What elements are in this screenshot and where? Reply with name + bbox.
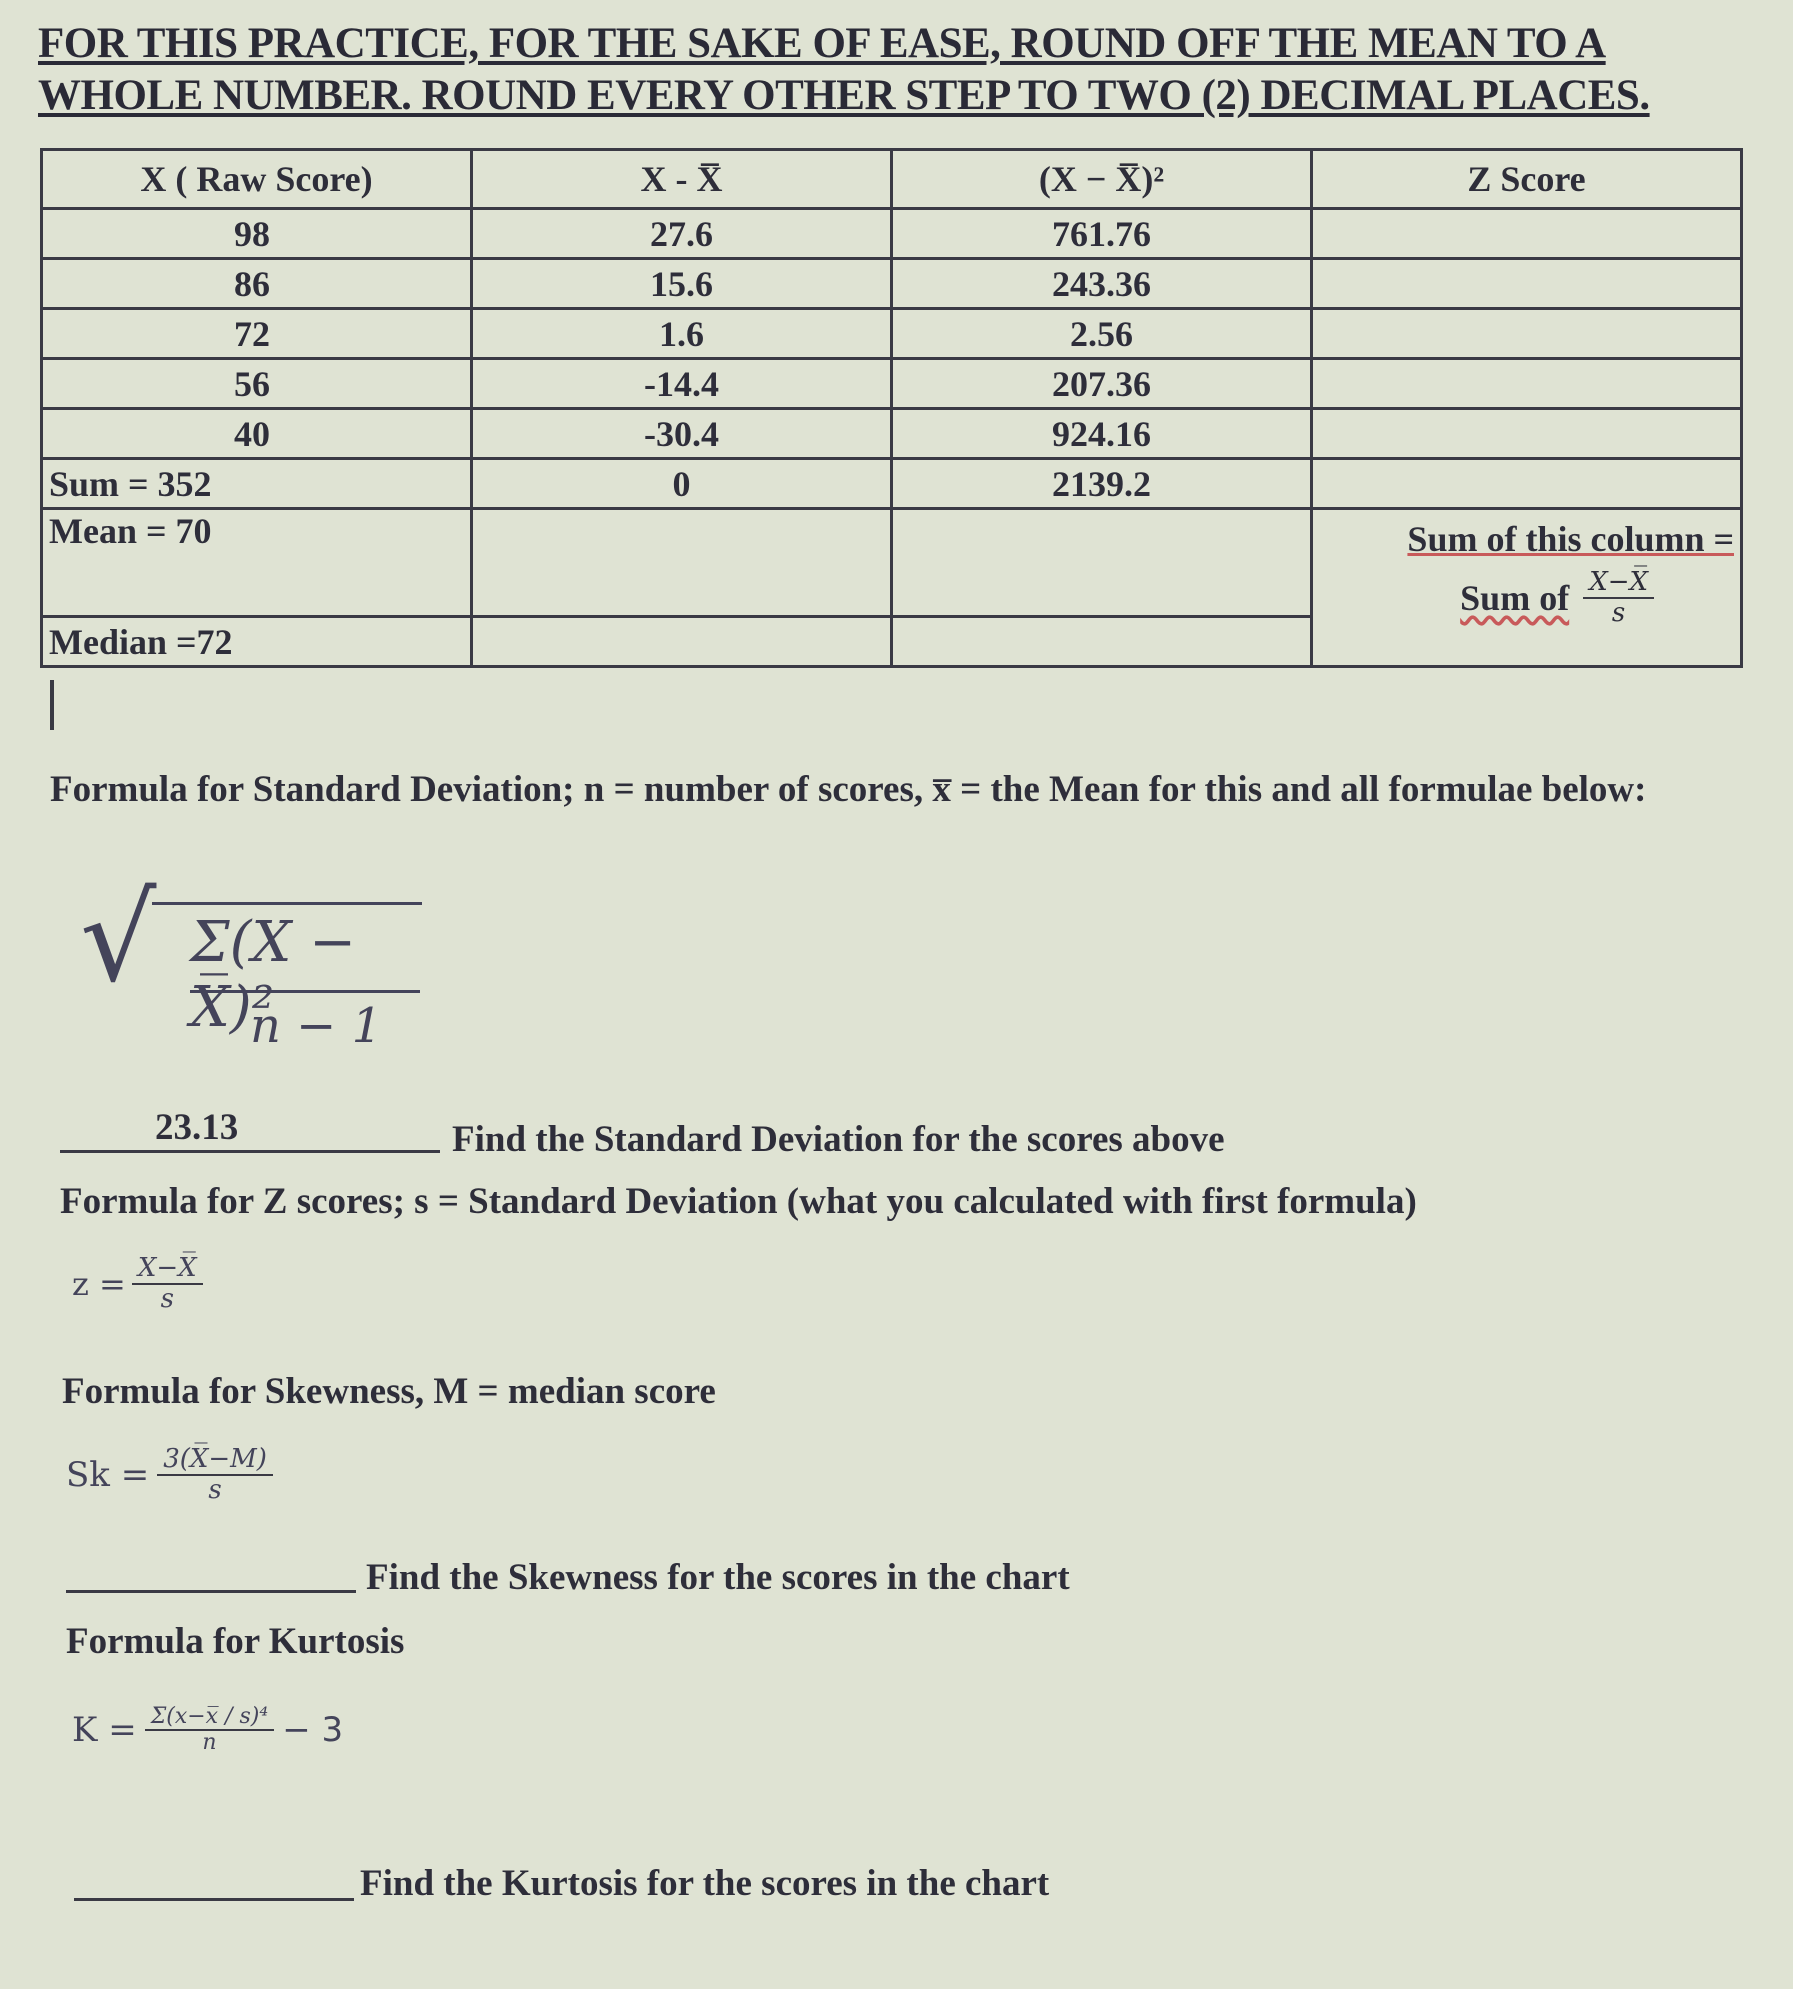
z-sum-fraction-numerator: X−X̅ (1583, 568, 1654, 599)
sum-label: Sum = 352 (42, 459, 472, 509)
squared-deviation-cell: 924.16 (892, 409, 1312, 459)
deviation-cell: -14.4 (472, 359, 892, 409)
table-row (42, 259, 1742, 309)
raw-score-cell: 72 (42, 309, 472, 359)
kurtosis-answer-blank[interactable] (74, 1898, 354, 1901)
z-sum-label: Sum of this column = (1407, 519, 1734, 559)
median-label: Median =72 (42, 617, 472, 667)
sum-squared-deviation: 2139.2 (892, 459, 1312, 509)
kurtosis-formula (72, 1705, 343, 1755)
sd-denominator: n − 1 (250, 998, 383, 1054)
kurtosis-formula-lhs: K = (72, 1710, 137, 1751)
raw-score-cell: 56 (42, 359, 472, 409)
z-score-cell[interactable] (1312, 309, 1742, 359)
worksheet-heading: FOR THIS PRACTICE, FOR THE SAKE OF EASE, ROUND OFF THE MEAN TO A WHOLE NUMBER. ROUND EVERY OTHER STEP TO TWO (2) DECIMAL PLACES. (38, 20, 1650, 119)
deviation-cell: -30.4 (472, 409, 892, 459)
kurtosis-formula-tail: − 3 (282, 1710, 344, 1751)
kurtosis-formula-denominator: n (202, 1730, 217, 1756)
sd-numerator: Σ(X − X̅)² (190, 910, 357, 1040)
sd-formula-title: Formula for Standard Deviation; n = number of scores, x̅ = the Mean for this and all formulae below: (50, 769, 1647, 810)
z-sum-fraction-denominator: s (1611, 597, 1626, 628)
margin-rule (50, 680, 54, 730)
z-formula-lhs: z = (72, 1264, 126, 1303)
sum-deviation: 0 (472, 459, 892, 509)
mean-row (42, 509, 1742, 617)
z-score-cell[interactable] (1312, 359, 1742, 409)
radical-sign-icon: √ (80, 870, 157, 1009)
sd-fraction-bar (190, 990, 420, 993)
header-deviation: X - X̅ (472, 150, 892, 209)
z-sum-of-line (1460, 568, 1654, 627)
header-z-score: Z Score (1312, 150, 1742, 209)
median-empty-dev (472, 617, 892, 667)
squared-deviation-cell: 761.76 (892, 209, 1312, 259)
kurtosis-answer-label: Find the Kurtosis for the scores in the chart (360, 1863, 1050, 1904)
mean-empty-sq (892, 509, 1312, 617)
squared-deviation-cell: 207.36 (892, 359, 1312, 409)
header-raw-score: X ( Raw Score) (42, 150, 472, 209)
skew-formula (66, 1445, 273, 1504)
skew-answer-blank[interactable] (66, 1590, 356, 1593)
table-row (42, 209, 1742, 259)
z-formula-numerator: X−X̅ (132, 1254, 203, 1285)
sum-z-empty (1312, 459, 1742, 509)
skew-formula-numerator: 3(X̅−M) (157, 1445, 273, 1476)
sd-answer-blank[interactable] (60, 1150, 440, 1153)
table-row (42, 309, 1742, 359)
skew-formula-title: Formula for Skewness, M = median score (62, 1371, 716, 1412)
skew-answer-label: Find the Skewness for the scores in the chart (366, 1557, 1070, 1598)
squared-deviation-cell: 2.56 (892, 309, 1312, 359)
kurtosis-formula-title: Formula for Kurtosis (66, 1621, 405, 1662)
table-row (42, 409, 1742, 459)
z-score-cell[interactable] (1312, 409, 1742, 459)
mean-label: Mean = 70 (42, 509, 472, 617)
raw-score-cell: 86 (42, 259, 472, 309)
table-row (42, 359, 1742, 409)
mean-empty-dev (472, 509, 892, 617)
squared-deviation-cell: 243.36 (892, 259, 1312, 309)
skew-formula-fraction (157, 1445, 273, 1504)
deviation-cell: 15.6 (472, 259, 892, 309)
z-score-cell[interactable] (1312, 259, 1742, 309)
score-table (40, 148, 1743, 668)
skew-formula-denominator: s (208, 1474, 222, 1505)
radical-bar (152, 902, 422, 905)
raw-score-cell: 98 (42, 209, 472, 259)
deviation-cell: 27.6 (472, 209, 892, 259)
kurtosis-formula-fraction (145, 1705, 274, 1755)
sd-answer-value: 23.13 (155, 1107, 239, 1148)
deviation-cell: 1.6 (472, 309, 892, 359)
skew-formula-lhs: Sk = (66, 1454, 150, 1495)
table-header-row (42, 150, 1742, 209)
sd-formula (80, 870, 420, 1080)
z-formula-title: Formula for Z scores; s = Standard Deviation (what you calculated with first formula) (60, 1181, 1417, 1222)
z-sum-fraction (1583, 568, 1654, 627)
z-formula (72, 1254, 203, 1313)
z-sum-cell (1312, 509, 1742, 667)
sd-answer-label: Find the Standard Deviation for the scores above (452, 1119, 1225, 1160)
z-formula-fraction (132, 1254, 203, 1313)
sum-row (42, 459, 1742, 509)
z-formula-denominator: s (160, 1283, 174, 1314)
z-sum-of-label: Sum of (1460, 577, 1570, 618)
median-empty-sq (892, 617, 1312, 667)
raw-score-cell: 40 (42, 409, 472, 459)
kurtosis-formula-numerator: Σ(x−x̅ / s)⁴ (145, 1705, 274, 1731)
z-score-cell[interactable] (1312, 209, 1742, 259)
header-squared-deviation: (X − X̅)² (892, 150, 1312, 209)
